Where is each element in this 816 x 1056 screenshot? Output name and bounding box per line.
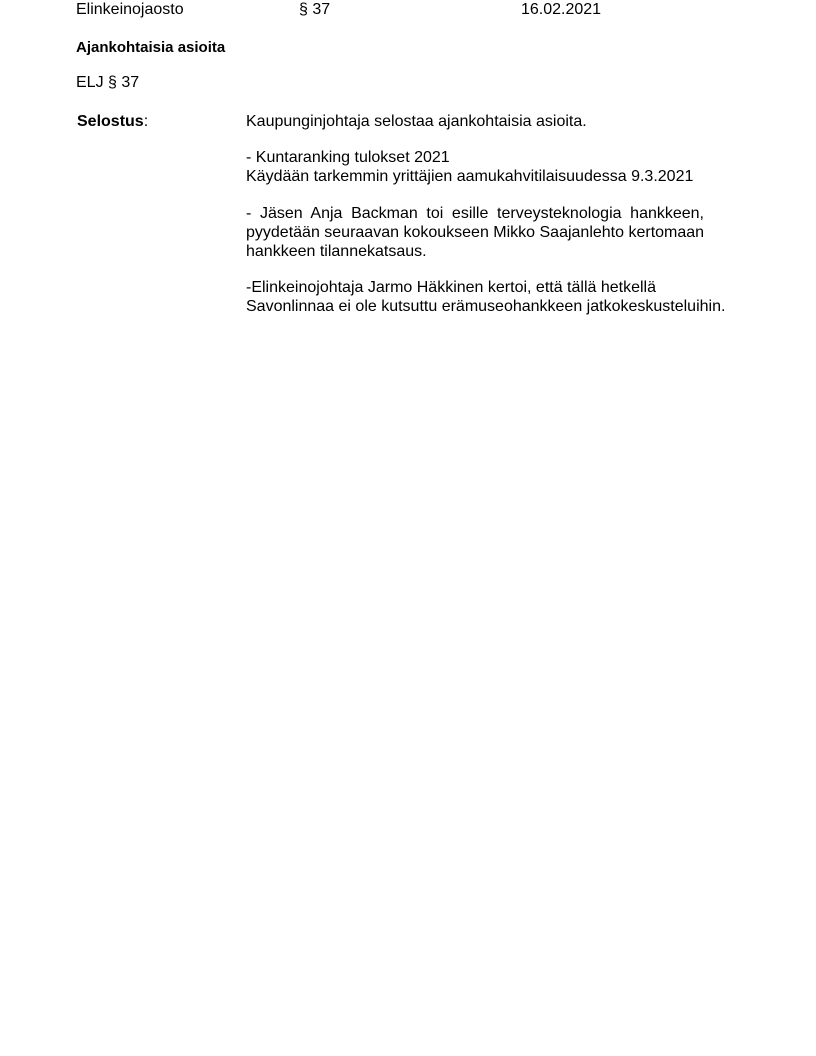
selostus-label: [77, 112, 148, 131]
item-reference: ELJ § 37: [76, 74, 140, 91]
selostus-label-colon: :: [143, 113, 149, 130]
selostus-paragraph-3: [246, 204, 704, 261]
selostus-paragraph-2: [246, 148, 693, 186]
paragraph-line: pyydetään seuraavan kokoukseen Mikko Saajanlehto kertomaan: [246, 224, 705, 241]
paragraph-line: -Elinkeinojohtaja Jarmo Häkkinen kertoi, että tällä hetkellä: [246, 279, 656, 296]
selostus-paragraph-1: [246, 112, 587, 131]
header-section-number: § 37: [299, 1, 331, 18]
paragraph-line: hankkeen tilannekatsaus.: [246, 243, 427, 260]
paragraph-line: - Kuntaranking tulokset 2021: [246, 149, 450, 166]
paragraph-line: Käydään tarkemmin yrittäjien aamukahvitilaisuudessa 9.3.2021: [246, 168, 694, 185]
selostus-paragraph-4: [246, 278, 725, 316]
paragraph-line: Kaupunginjohtaja selostaa ajankohtaisia asioita.: [246, 113, 587, 130]
header-body-name: Elinkeinojaosto: [76, 1, 184, 18]
paragraph-line: - Jäsen Anja Backman toi esille terveysteknologia hankkeen,: [246, 205, 704, 222]
header-date: 16.02.2021: [521, 1, 602, 18]
item-title: Ajankohtaisia asioita: [76, 39, 226, 56]
paragraph-line: Savonlinnaa ei ole kutsuttu erämuseohankkeen jatkokeskusteluihin.: [246, 298, 726, 315]
selostus-label-text: Selostus: [77, 113, 144, 130]
